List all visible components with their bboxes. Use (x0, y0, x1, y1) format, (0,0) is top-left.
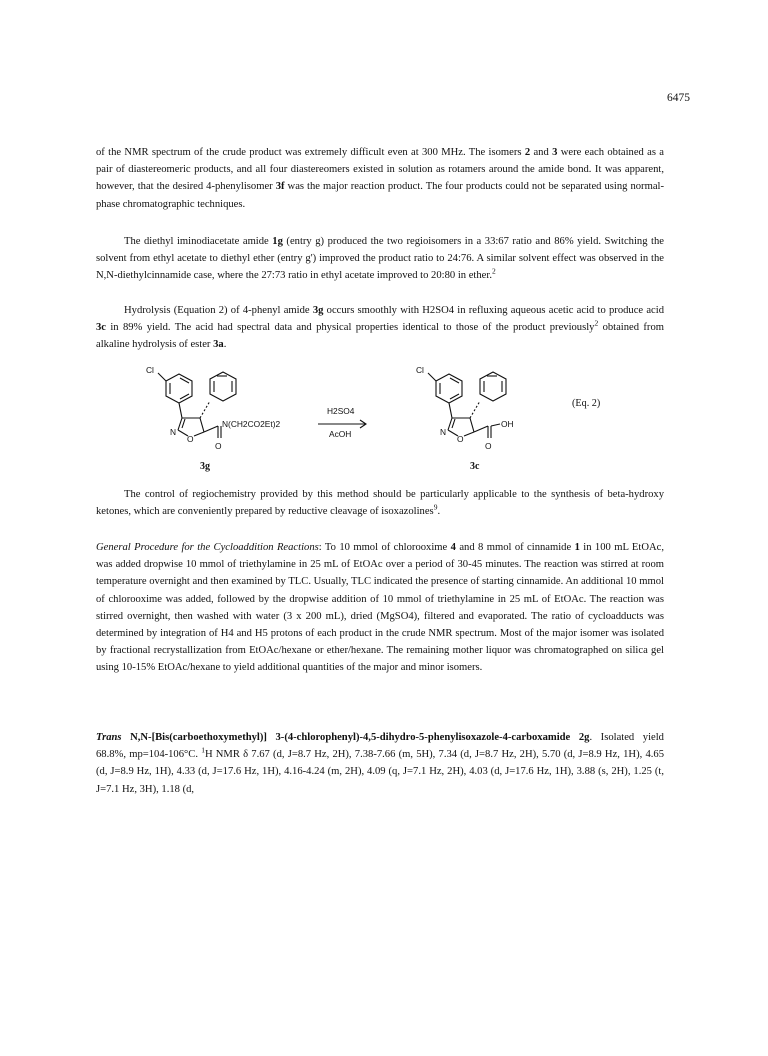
reference-superscript: 9 (433, 502, 438, 512)
carbonyl-oxygen-atom: O (485, 441, 492, 451)
stereo-prefix: Trans (96, 732, 122, 743)
compound-ref: 3g (312, 305, 324, 316)
paragraph-general-procedure: General Procedure for the Cycloaddition Reactions: To 10 mmol of chlorooxime 4 and 8 mmol of cinnamide 1 in 100 mL EtOAc, was added dropwise 10 mmol of triethylamine in 25 mL of EtOAc over a period of 30-45 minutes. The reaction was stirred at room temperature overnight and then examined by TLC. Usually, TLC indicated the presence of starting cinnamide. An additional 10 mmol of chlorooxime was added, followed by the dropwise addition of 10 mmol of triethylamine in 25 mL of EtOAc. The reaction was stirred overnight, then washed with water (3 x 200 mL), dried (MgSO4), filtered and evaporated. The ratio of cycloadducts was determined by integration of H4 and H5 protons of each product in the crude NMR spectrum. Most of the major isomer was isolated by fractional recrystallization from EtOAc/hexane or ether/hexane. The remaining mother liquor was chromatographed on silica gel using 10-15% EtOAc/hexane to yield additional quantities of the major and minor isomers. (96, 542, 664, 674)
compound-label-3c: 3c (470, 461, 480, 472)
ring-oxygen-atom: O (187, 434, 194, 444)
reference-superscript: 2 (594, 318, 599, 328)
compound-label-3g: 3g (200, 461, 210, 472)
reagent-acid: H2SO4 (327, 406, 355, 416)
page-number: 6475 (667, 92, 690, 104)
reaction-scheme-drawing (96, 356, 664, 474)
isotope-superscript: 1 (201, 745, 205, 755)
compound-ref: 4 (450, 542, 456, 553)
nitrogen-atom: N (170, 427, 177, 437)
reaction-scheme-equation-2 (96, 356, 664, 474)
nitrogen-atom: N (440, 427, 447, 437)
reagent-solvent: AcOH (329, 429, 352, 439)
reference-superscript: 2 (491, 266, 496, 276)
paragraph-hydrolysis: Hydrolysis (Equation 2) of 4-phenyl amide 3g occurs smoothly with H2SO4 in refluxing aqueous acetic acid to produce acid 3c in 89% yield. The acid had spectral data and physical properties identical to those of the product previously$^2$ obtained from alkaline hydrolysis of ester 3a. (96, 305, 665, 351)
hydroxyl-group: OH (501, 419, 514, 429)
section-heading: General Procedure for the Cycloaddition Reactions (96, 542, 319, 553)
compound-ref: 1 (574, 542, 580, 553)
amide-substituent: N(CH2CO2Et)2 (222, 419, 281, 429)
compound-name-heading: N,N-[Bis(carboethoxymethyl)] 3-(4-chlorophenyl)-4,5-dihydro-5-phenylisoxazole-4-carboxamide 2g (121, 732, 590, 743)
equation-label: (Eq. 2) (572, 398, 601, 409)
chlorine-atom: Cl (416, 365, 424, 375)
compound-ref: 2 (524, 147, 531, 158)
compound-ref: 3c (96, 322, 106, 334)
compound-ref: 1g (272, 236, 283, 247)
chlorine-atom: Cl (146, 365, 154, 375)
carbonyl-oxygen-atom: O (215, 441, 222, 451)
ring-oxygen-atom: O (457, 434, 464, 444)
paragraph-isomer-analysis: of the NMR spectrum of the crude product was extremely difficult even at 300 MHz. The isomers 2 and 3 were each obtained as a pair of diastereomeric products, and all four diastereomers existed in solution as rotamers around the amide bond. It was apparent, however, that the desired 4-phenylisomer 3f was the major reaction product. The four products could not be separated using normal-phase chromatographic techniques. (96, 147, 664, 210)
compound-ref: 3 (552, 147, 558, 158)
paragraph-solvent-effect: The diethyl iminodiacetate amide 1g (entry g) produced the two regioisomers in a 33:67 ratio and 86% yield. Switching the solvent from ethyl acetate to diethyl ether (entry g') improved the product ratio to 24:76. A similar solvent effect was observed in the N,N-diethylcinnamide case, where the 27:73 ratio in ethyl acetate improved to 20:80 in ether.$^2$ (96, 236, 664, 282)
paragraph-regiochemistry-application: The control of regiochemistry provided by this method should be particularly applicable to the synthesis of beta-hydroxy ketones, which are conveniently prepared by reductive cleavage of isoxazolines$^9$. (96, 489, 664, 518)
paragraph-compound-2g-characterization: Trans N,N-[Bis(carboethoxymethyl)] 3-(4-chlorophenyl)-4,5-dihydro-5-phenylisoxazole-4-carboxamide 2g. Isolated yield 68.8%, mp=104-106°C. $^1$H NMR δ 7.67 (d, J=8.7 Hz, 2H), 7.38-7.66 (m, 5H), 7.34 (d, J=8.7 Hz, 2H), 5.70 (d, J=8.9 Hz, 1H), 4.65 (d, J=8.9 Hz, 1H), 4.33 (d, J=17.6 Hz, 1H), 4.16-4.24 (m, 2H), 4.09 (q, J=7.1 Hz, 2H), 4.03 (d, J=17.6 Hz, 1H), 3.88 (s, 2H), 1.25 (t, J=7.1 Hz, 3H), 1.18 (d, (96, 732, 664, 795)
compound-ref: 3a (213, 339, 224, 351)
compound-ref: 3f (275, 181, 285, 193)
